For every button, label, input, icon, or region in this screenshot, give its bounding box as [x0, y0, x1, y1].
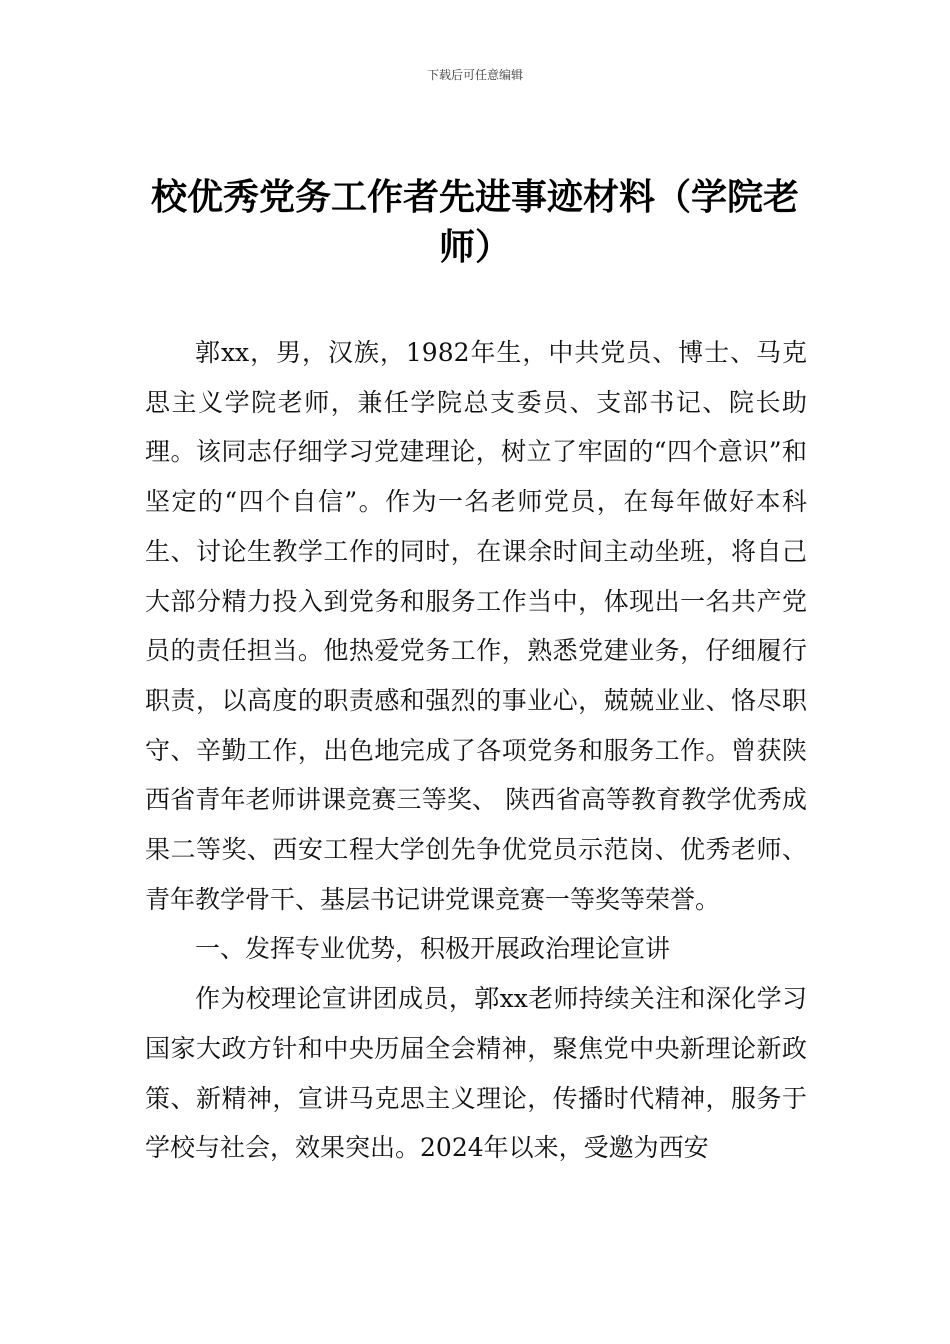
paragraph-profile: 郭xx，男，汉族，1982年生，中共党员、博士、马克思主义学院老师，兼任学院总支委员、支部书记、院长助理。该同志仔细学习党建理论，树立了牢固的“四个意识”和坚定的“四个自信”。作为一名老师党员，在每年做好本科生、讨论生教学工作的同时，在课余时间主动坐班，将自己大部分精力投入到党务和服务工作当中，体现出一名共产党员的责任担当。他热爱党务工作，熟悉党建业务，仔细履行职责，以高度的职责感和强烈的事业心，兢兢业业、恪尽职守、辛勤工作，出色地完成了各项党务和服务工作。曾获陕西省青年老师讲课竞赛三等奖、 陕西省高等教育教学优秀成果二等奖、西安工程大学创先争优党员示范岗、优秀老师、青年教学骨干、基层书记讲党课竞赛一等奖等荣誉。	[145, 338, 807, 914]
paragraph-section-1: 作为校理论宣讲团成员，郭xx老师持续关注和深化学习国家大政方针和中央历届全会精神，聚焦党中央新理论新政策、新精神，宣讲马克思主义理论，传播时代精神，服务于学校与社会，效果突出。2024年以来，受邀为西安	[145, 984, 807, 1163]
page-header-note: 下载后可任意编辑	[426, 68, 523, 82]
section-heading-1: 一、发挥专业优势，积极开展政治理论宣讲	[195, 934, 671, 964]
document-title: 校优秀党务工作者先进事迹材料（学院老师）	[150, 176, 799, 268]
document-body	[145, 328, 807, 1173]
